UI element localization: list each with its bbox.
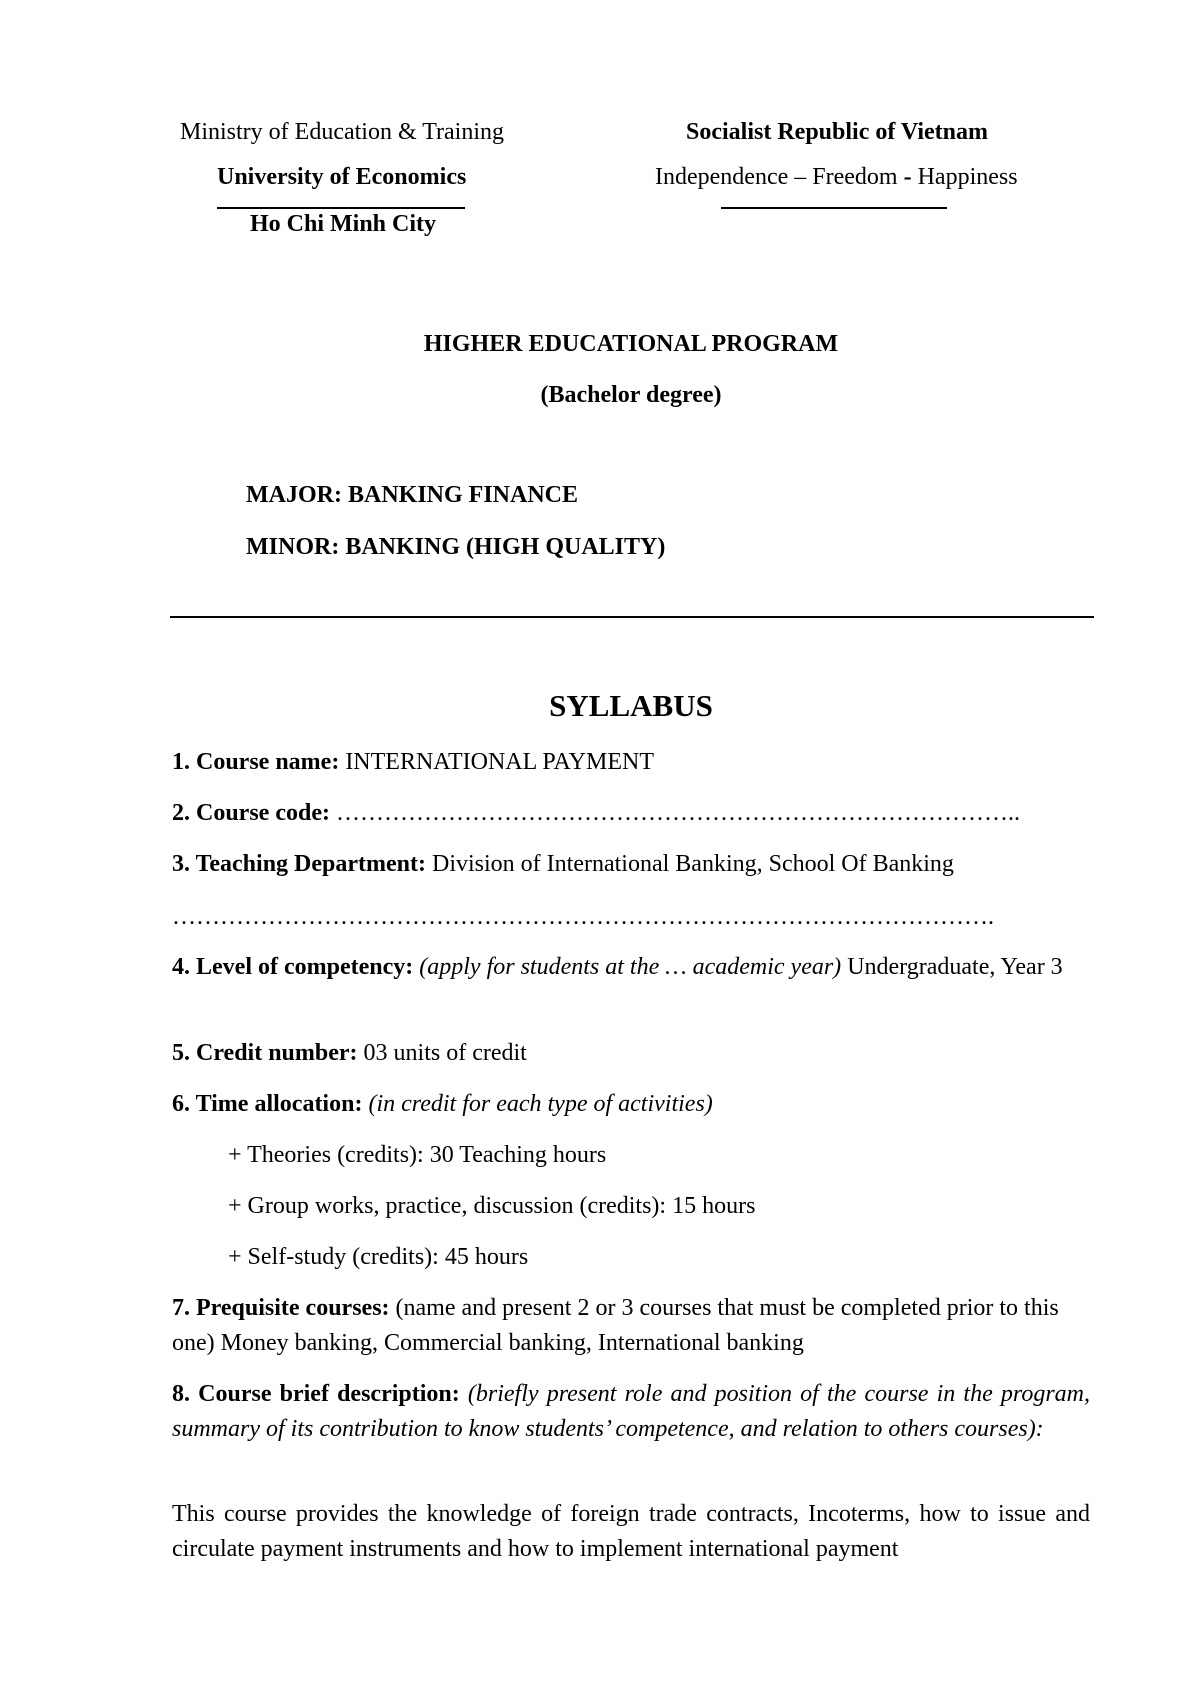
university-name: University of Economics	[217, 164, 467, 190]
ministry-name: Ministry of Education & Training	[180, 119, 504, 145]
motto-underline	[721, 207, 947, 209]
section-divider	[170, 616, 1094, 618]
time-item-group-works: + Group works, practice, discussion (credits): 15 hours	[228, 1193, 756, 1219]
motto-dash: -	[903, 164, 912, 190]
competency-label: 4. Level of competency:	[172, 954, 414, 980]
time-item-theories: + Theories (credits): 30 Teaching hours	[228, 1142, 607, 1168]
course-name-label: 1. Course name:	[172, 749, 340, 775]
description-label: 8. Course brief description:	[172, 1381, 460, 1407]
time-item-self-study: + Self-study (credits): 45 hours	[228, 1244, 529, 1270]
major-label: MAJOR: BANKING FINANCE	[246, 482, 578, 508]
competency-note: (apply for students at the … academic year)	[413, 954, 842, 980]
time-label: 6. Time allocation:	[172, 1091, 363, 1117]
course-code-label: 2. Course code:	[172, 800, 330, 826]
degree-label: (Bachelor degree)	[540, 382, 722, 408]
time-note: (in credit for each type of activities)	[362, 1091, 713, 1117]
minor-label: MINOR: BANKING (HIGH QUALITY)	[246, 534, 666, 560]
prerequisite-value: (name and present 2 or 3 courses that must be completed prior to this one) Money banking, Commercial banking, International banking	[172, 1295, 1059, 1356]
course-code-value: …………………………………………………………………………..	[329, 800, 1020, 826]
competency-value: Undergraduate, Year 3	[841, 954, 1063, 980]
program-title: HIGHER EDUCATIONAL PROGRAM	[423, 331, 839, 357]
motto	[655, 160, 1018, 194]
competency-item	[172, 950, 1090, 985]
course-code-item	[172, 796, 1020, 830]
credit-value: 03 units of credit	[357, 1040, 527, 1066]
credit-label: 5. Credit number:	[172, 1040, 358, 1066]
department-label: 3. Teaching Department:	[172, 851, 426, 877]
motto-part2: Happiness	[911, 164, 1018, 190]
description-text: This course provides the knowledge of foreign trade contracts, Incoterms, how to issue and circulate payment instruments and how to implement international payment	[172, 1501, 1090, 1562]
city-name: Ho Chi Minh City	[250, 211, 437, 237]
description-item	[172, 1377, 1090, 1447]
country-name: Socialist Republic of Vietnam	[686, 119, 989, 145]
prerequisite-label: 7. Prequisite courses:	[172, 1295, 390, 1321]
course-name-value: INTERNATIONAL PAYMENT	[339, 749, 654, 775]
department-dots: ………………………………………………………………………………………….	[172, 904, 994, 930]
motto-part1: Independence – Freedom	[655, 164, 904, 190]
credit-item	[172, 1036, 527, 1070]
description-note: (briefly present role and position of the course in the program, summary of its contribution to know students’ competence, and relation to others courses):	[172, 1381, 1090, 1442]
time-item	[172, 1087, 713, 1121]
syllabus-title: SYLLABUS	[549, 688, 713, 723]
course-name-item	[172, 745, 654, 779]
department-item	[172, 847, 954, 881]
prerequisite-item	[172, 1291, 1090, 1361]
department-value: Division of International Banking, School Of Banking	[426, 851, 954, 877]
